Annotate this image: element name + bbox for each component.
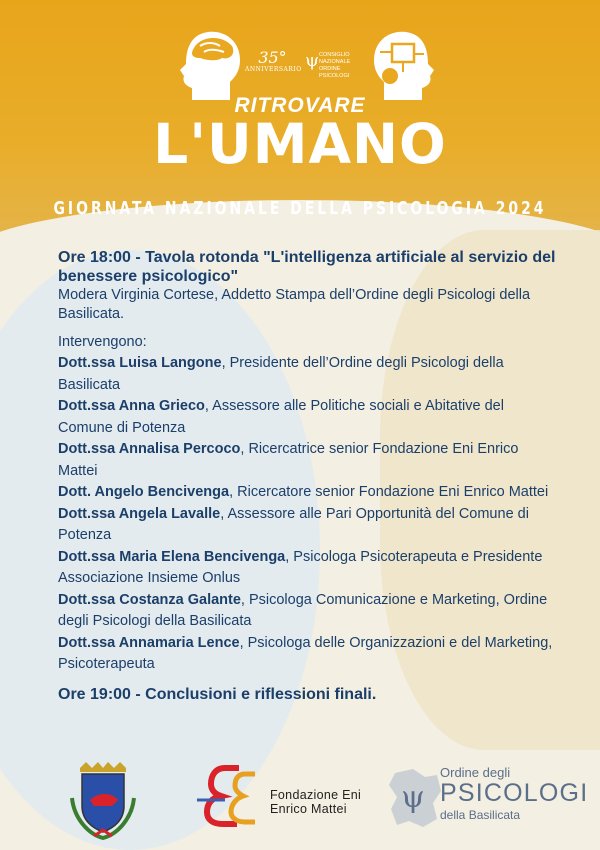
anniversary-logo: 35° ANNIVERSARIO [245,48,302,73]
cnop-logo: ψ CONSIGLIO NAZIONALE ORDINE PSICOLOGI [305,50,351,79]
speaker-role: , Assessore alle Pari Opportunità del Comune di Potenza [58,505,529,543]
speaker-name: Dott.ssa Angela Lavalle [58,505,221,522]
fondazione-line1: Fondazione Eni [270,788,362,802]
ordine-line2: PSICOLOGI [440,779,589,807]
speaker-name: Dott.ssa Annalisa Percoco [58,441,241,457]
speaker-role: , Assessore alle Politiche sociali e Abitative del Comune di Potenza [58,398,504,436]
speaker-role: , Psicologa Comunicazione e Marketing, Ordine degli Psicologi della Basilicata [58,591,548,629]
speaker-item [58,353,558,396]
event-subtitle: GIORNATA NAZIONALE DELLA PSICOLOGIA 2024 [53,198,547,219]
ordine-line3: della Basilicata [440,808,521,822]
speaker-role: , Ricercatore senior Fondazione Eni Enrico Mattei [229,484,549,500]
fondazione-eni-logo [195,760,395,830]
speaker-name: Dott.ssa Costanza Galante [58,591,241,608]
ordine-psicologi-logo [390,765,590,835]
potenza-crest-icon [68,758,138,842]
fondazione-line2: Enrico Mattei [270,802,347,816]
closing-session: Ore 19:00 - Conclusioni e riflessioni finali. [58,685,377,703]
session-title: Ore 18:00 - Tavola rotonda "L'intelligenza artificiale al servizio del benessere psicologico" [58,249,556,285]
speaker-name: Dott.ssa Maria Elena Bencivenga [58,548,286,565]
moderator-text: Modera Virginia Cortese, Addetto Stampa dell’Ordine degli Psicologi della Basilicata. [58,287,531,322]
speaker-item [58,590,558,633]
speaker-item [58,633,558,676]
speaker-role: , Presidente dell’Ordine degli Psicologi della Basilicata [58,355,504,393]
speaker-name: Dott.ssa Annamaria Lence [58,634,240,651]
speaker-name: Dott.ssa Luisa Langone [58,355,222,371]
speaker-name: Dott.ssa Anna Grieco [58,398,205,414]
speaker-item [58,547,558,590]
title-umano: L'UMANO [153,112,447,176]
title-ritrovare: RITROVARE [234,94,366,117]
speaker-role: , Ricercatrice senior Fondazione Eni Enrico Mattei [58,441,519,479]
speaker-item [58,439,558,482]
program-content [58,248,558,704]
speaker-item [58,396,558,439]
speaker-role: , Psicologa delle Organizzazioni e del Marketing, Psicoterapeuta [58,634,553,672]
speaker-role: , Psicologa Psicoterapeuta e Presidente Associazione Insieme Onlus [58,548,543,586]
header-banner [0,0,600,240]
ordine-line1: Ordine degli [440,765,511,780]
speaker-name: Dott. Angelo Bencivenga [58,484,230,500]
basilicata-map-icon [385,763,445,833]
fem-mark-icon [195,760,265,830]
speaker-item [58,482,558,504]
svg-text:ψ: ψ [401,780,425,815]
footer-logos [0,750,600,849]
speaker-item [58,504,558,547]
speakers-intro: Intervengono: [58,334,147,350]
